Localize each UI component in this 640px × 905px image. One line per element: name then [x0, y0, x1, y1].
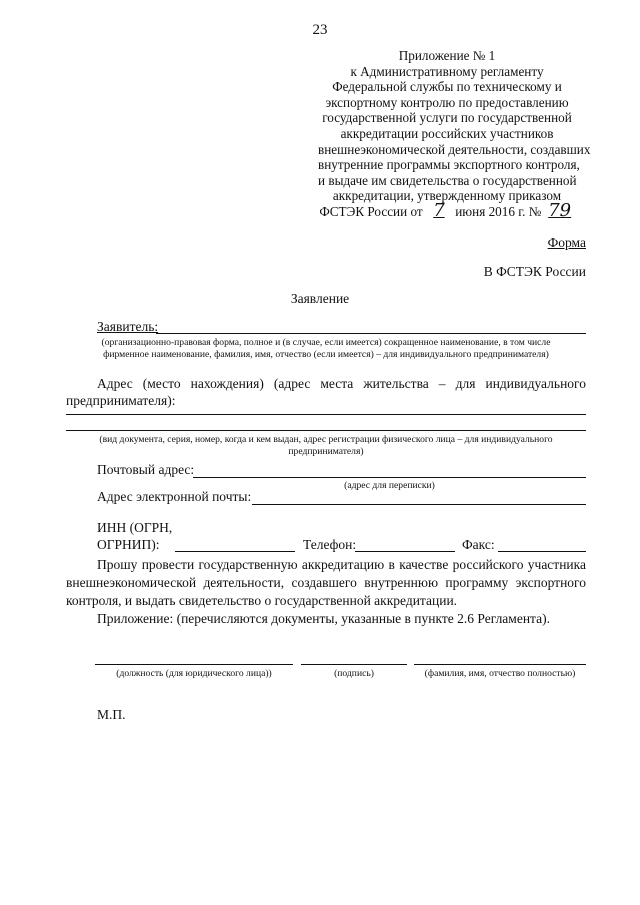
applicant-hint-2: фирменное наименование, фамилия, имя, отчество (если имеется) – для индивидуального предпринимателя) [103, 349, 549, 360]
appendix-line: экспортному контролю по предоставлению [325, 94, 569, 110]
appendix-line: государственной услуги по государственной [322, 110, 572, 126]
address-field-line-2[interactable] [66, 430, 586, 431]
form-label: Форма [547, 235, 586, 250]
address-hint-1: (вид документа, серия, номер, когда и кем выдан, адрес регистрации физического лица – для индивидуального [99, 434, 553, 445]
appendix-line: Федеральной службы по техническому и [332, 79, 562, 95]
order-number-handwritten: 79 [548, 199, 572, 221]
order-prefix: ФСТЭК России от [319, 203, 423, 219]
request-line: внешнеэкономической деятельности, создавшего внутреннюю программу экспортного [66, 575, 586, 590]
appendix-order-line [318, 199, 576, 221]
address-label-line1: Адрес (место нахождения) (адрес места жительства – для индивидуального [97, 376, 586, 391]
appendix-line: внешнеэкономической деятельности, создавших [318, 141, 591, 157]
inn-label-line2: ОГРНИП): [97, 537, 160, 552]
position-hint: (должность (для юридического лица)) [116, 668, 272, 679]
order-month-year: июня 2016 г. № [455, 203, 542, 219]
applicant-hint-1: (организационно-правовая форма, полное и (в случае, если имеется) сокращенное наименование, в том числе [101, 337, 551, 348]
postal-address-hint: (адрес для переписки) [344, 480, 435, 491]
signature-hint: (подпись) [334, 668, 374, 679]
name-hint: (фамилия, имя, отчество полностью) [424, 668, 576, 679]
address-hint-2: предпринимателя) [288, 446, 364, 457]
appendix-line: к Административному регламенту [350, 63, 544, 79]
page-number: 23 [312, 22, 328, 38]
applicant-label: Заявитель: [97, 319, 159, 334]
stamp-place: М.П. [97, 707, 126, 722]
address-label-line2: предпринимателя): [66, 393, 176, 408]
addressee: В ФСТЭК России [483, 264, 586, 279]
order-date-handwritten: 7 [433, 199, 445, 221]
postal-address-field-line[interactable] [193, 477, 586, 478]
address-field-line-1[interactable] [66, 414, 586, 415]
document-title: Заявление [290, 291, 350, 306]
applicant-field-line[interactable] [156, 333, 586, 334]
request-paragraph [66, 556, 586, 610]
request-line: контроля, и выдать свидетельство о государственной аккредитации. [66, 593, 458, 608]
appendix-line: и выдаче им свидетельства о государственной [318, 172, 577, 188]
fax-label: Факс: [462, 537, 495, 552]
inn-field-line[interactable] [175, 551, 295, 552]
appendix-header [318, 48, 591, 221]
appendix-line: аккредитации российских участников [340, 125, 554, 141]
signature-field-line[interactable] [301, 664, 407, 665]
appendix-line: Приложение № 1 [398, 48, 496, 63]
attachment-text: Приложение: (перечисляются документы, указанные в пункте 2.6 Регламента). [97, 611, 550, 626]
request-line: Прошу провести государственную аккредитацию в качестве российского участника [97, 557, 586, 572]
fax-field-line[interactable] [498, 551, 586, 552]
phone-field-line[interactable] [355, 551, 455, 552]
phone-label: Телефон: [303, 537, 357, 552]
name-field-line[interactable] [414, 664, 586, 665]
inn-label-line1: ИНН (ОГРН, [97, 520, 173, 535]
email-label: Адрес электронной почты: [97, 489, 252, 504]
position-field-line[interactable] [95, 664, 293, 665]
postal-address-label: Почтовый адрес: [97, 462, 195, 477]
appendix-line: внутренние программы экспортного контроля, [318, 157, 580, 173]
appendix-line: аккредитации, утвержденному приказом [332, 188, 562, 204]
email-field-line[interactable] [252, 504, 586, 505]
